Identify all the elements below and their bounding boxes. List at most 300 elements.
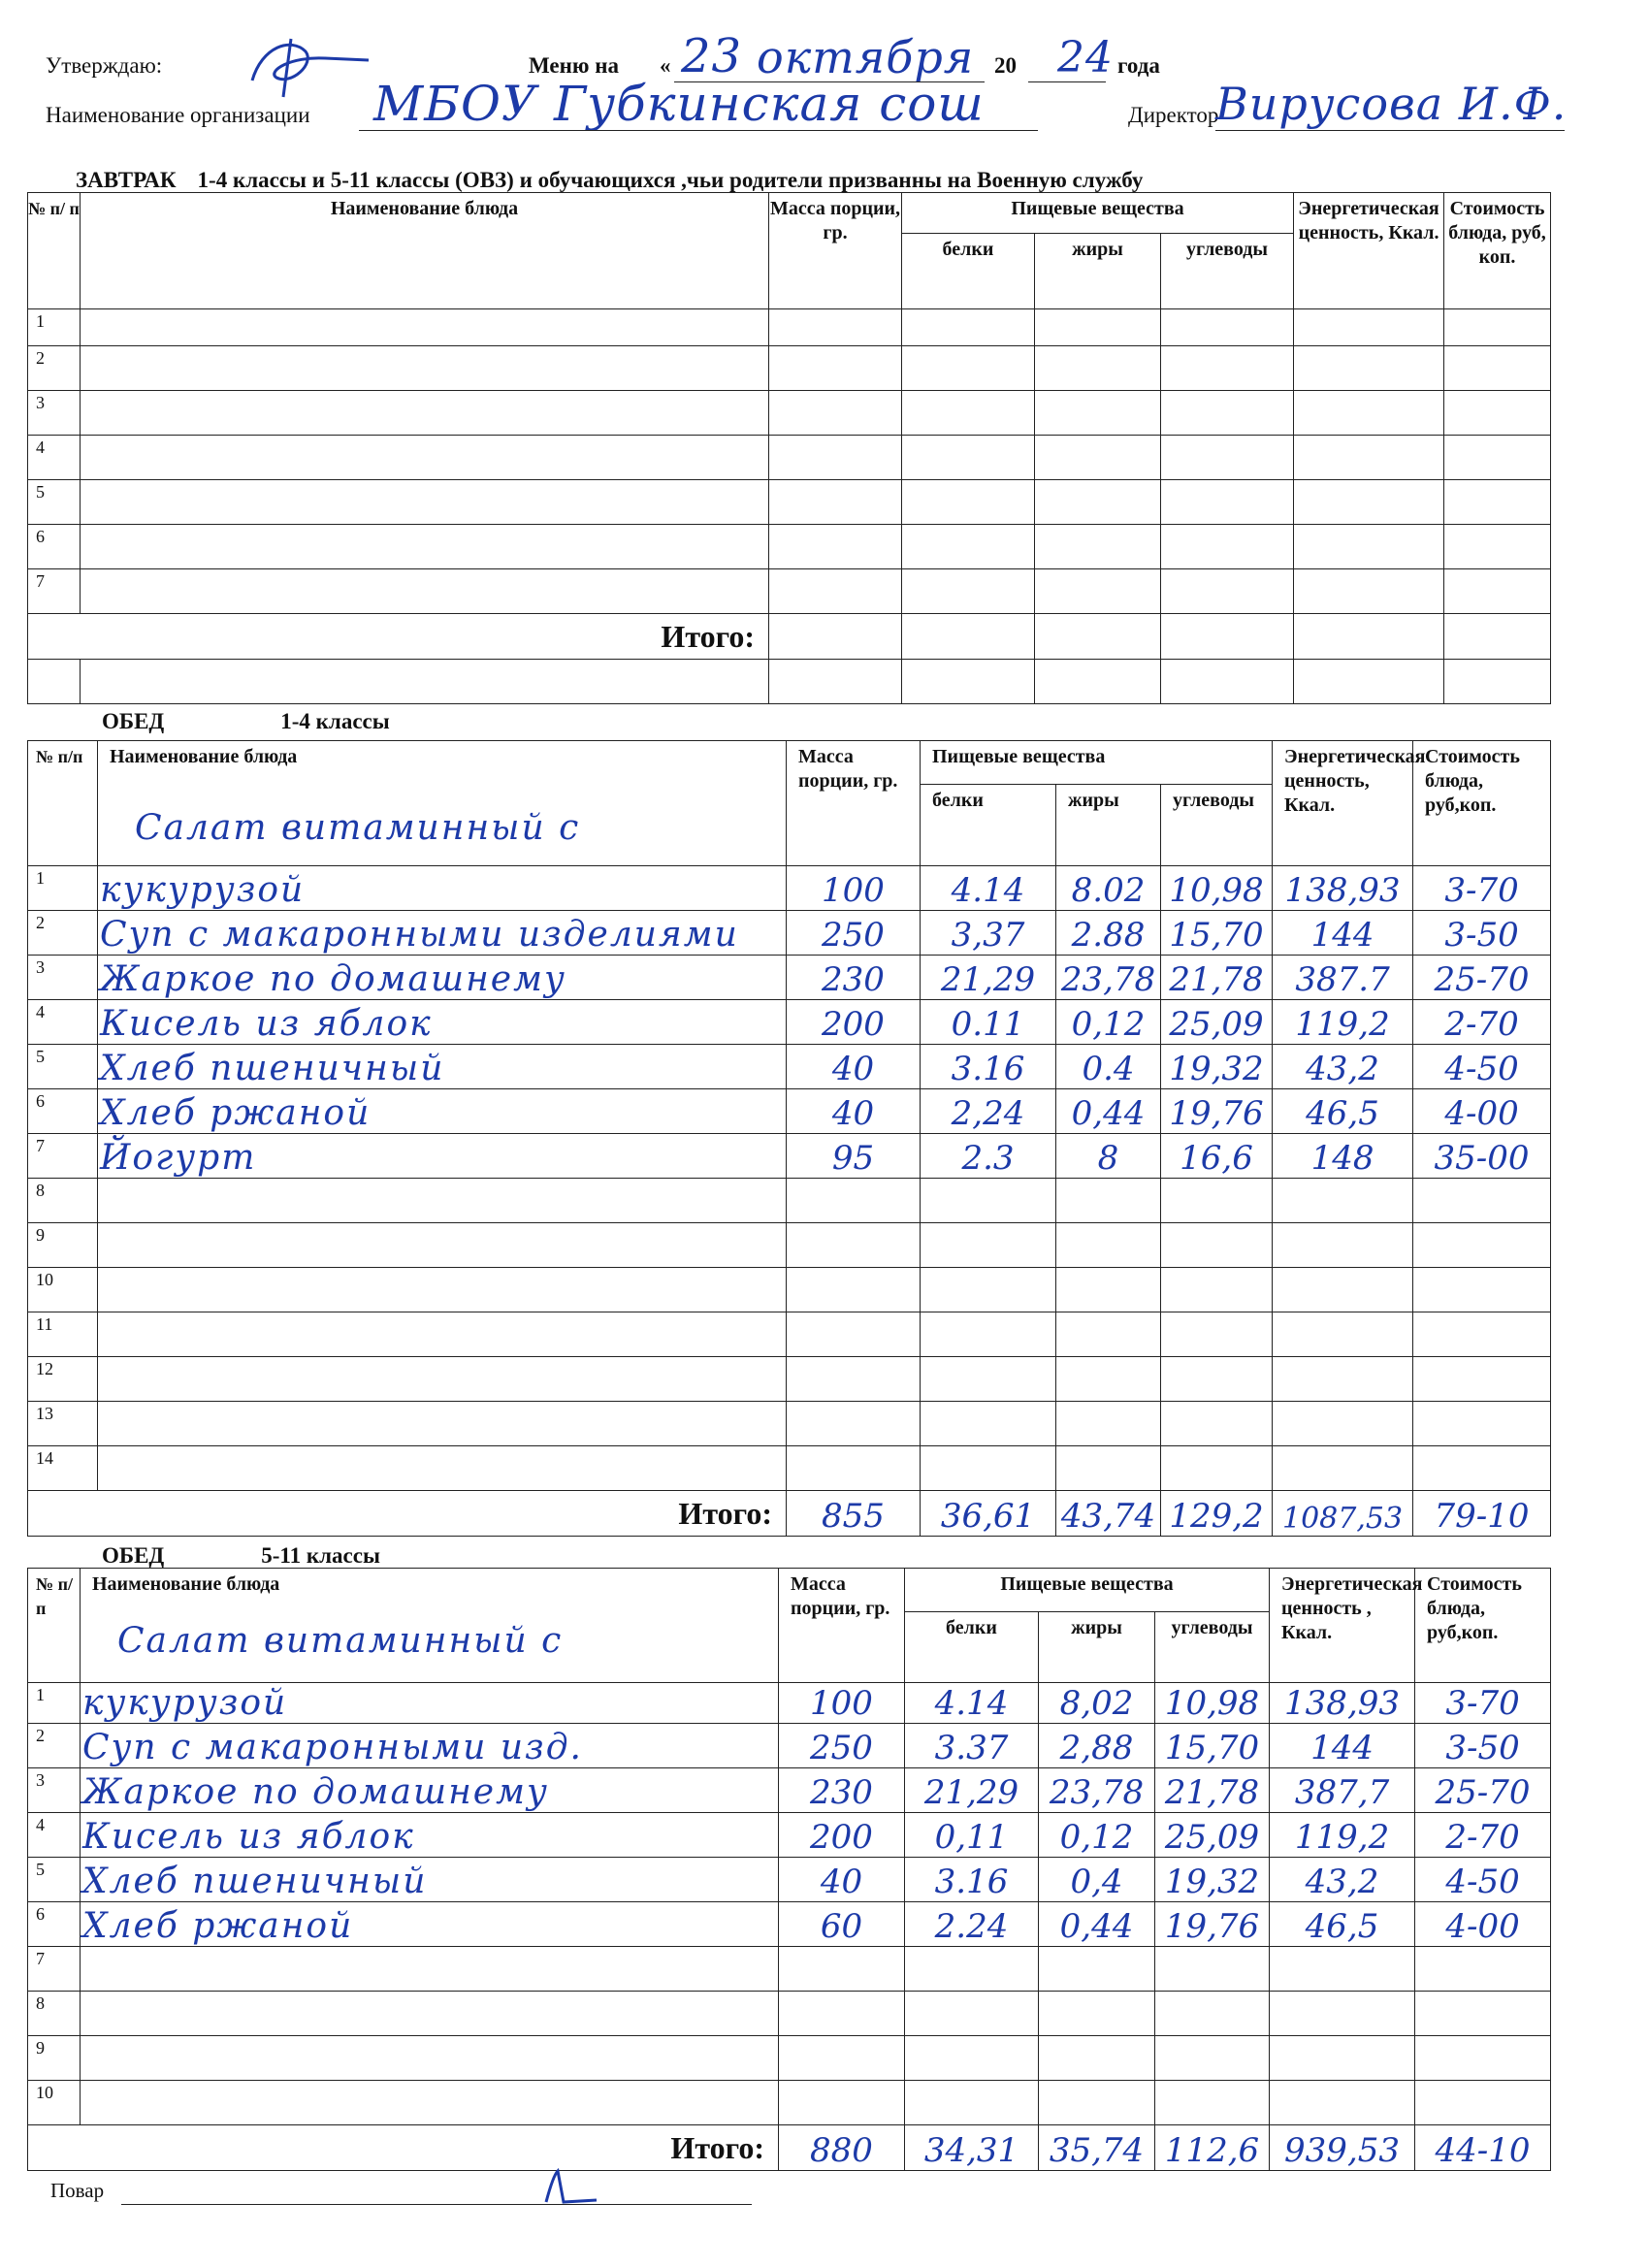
lunch14-row [28,1179,1551,1223]
breakfast-col-mass: Масса порции, гр. [769,193,902,309]
lunch14-dish-name [98,1223,787,1268]
lunch14-row [28,866,1551,911]
lunch511-fat: 0,12 [1039,1813,1155,1858]
lunch14-carb [1161,1446,1273,1491]
lunch14-protein: 2,24 [921,1089,1056,1134]
lunch14-row-number: 10 [28,1268,98,1312]
breakfast-col-carb: углеводы [1161,234,1294,309]
lunch14-dish-name: Хлеб пшеничный [98,1045,787,1089]
lunch511-dish-name [81,1947,779,1992]
lunch511-protein [905,2081,1039,2125]
lunch511-fat: 0,4 [1039,1858,1155,1902]
lunch511-dish-name [81,2036,779,2081]
lunch511-carb: 25,09 [1155,1813,1270,1858]
breakfast-col-name: Наименование блюда [81,193,769,309]
lunch14-protein: 2.3 [921,1134,1056,1179]
lunch511-mass [779,2081,905,2125]
lunch14-energy [1273,1179,1413,1223]
lunch511-row-number: 7 [28,1947,81,1992]
menu-date-day: 23 [681,29,743,83]
lunch14-fat: 2.88 [1056,911,1161,956]
breakfast-total-label: Итого: [28,614,769,660]
lunch14-protein [921,1357,1056,1402]
lunch511-mass: 250 [779,1724,905,1768]
breakfast-row [28,480,1551,525]
lunch14-row [28,1357,1551,1402]
breakfast-blank-row [28,660,1551,704]
lunch14-fat: 0,44 [1056,1089,1161,1134]
lunch14-carb [1161,1179,1273,1223]
lunch511-dish-name: Хлеб пшеничный [81,1858,779,1902]
menu-date-month: октября [757,31,975,83]
lunch511-row-number: 4 [28,1813,81,1858]
lunch14-energy: 138,93 [1273,866,1413,911]
lunch511-mass [779,2036,905,2081]
lunch14-row-number: 4 [28,1000,98,1045]
lunch511-protein [905,1947,1039,1992]
lunch14-row [28,1446,1551,1491]
lunch511-cost: 4-50 [1415,1858,1551,1902]
lunch511-dish-name: Суп с макаронными изд. [81,1724,779,1768]
lunch511-carb: 19,76 [1155,1902,1270,1947]
lunch14-row-number: 14 [28,1446,98,1491]
lunch511-row-number: 6 [28,1902,81,1947]
lunch511-mass: 60 [779,1902,905,1947]
cook-signature [529,2163,626,2212]
lunch14-row-number: 12 [28,1357,98,1402]
breakfast-row [28,436,1551,480]
lunch14-carb: 25,09 [1161,1000,1273,1045]
lunch511-total-mass: 880 [779,2125,905,2171]
lunch511-row-number: 1 [28,1683,81,1724]
breakfast-row-number: 2 [28,346,81,391]
breakfast-col-cost: Стоимость блюда, руб, коп. [1444,193,1551,309]
lunch14-mass: 100 [787,866,921,911]
lunch511-col-protein: белки [905,1612,1039,1683]
lunch14-mass [787,1402,921,1446]
lunch14-mass: 200 [787,1000,921,1045]
approval-signature [233,27,378,105]
breakfast-row-number: 1 [28,309,81,346]
lunch14-fat: 0.4 [1056,1045,1161,1089]
lunch511-dish-name: Хлеб ржаной [81,1902,779,1947]
lunch511-protein: 3.37 [905,1724,1039,1768]
lunch511-col-num: № п/ п [28,1569,81,1683]
lunch511-fat: 23,78 [1039,1768,1155,1813]
year-word: года [1117,53,1160,78]
lunch14-cost [1413,1402,1551,1446]
lunch14-dish-name: Хлеб ржаной [98,1089,787,1134]
year-suffix: 24 [1057,33,1114,82]
lunch511-mass [779,1992,905,2036]
lunch511-carb: 19,32 [1155,1858,1270,1902]
lunch511-cost [1415,1992,1551,2036]
lunch14-energy [1273,1357,1413,1402]
lunch511-cost: 3-50 [1415,1724,1551,1768]
lunch14-row-number: 5 [28,1045,98,1089]
lunch511-fat: 8,02 [1039,1683,1155,1724]
lunch511-energy [1270,1947,1415,1992]
lunch14-col-num: № п/п [28,741,98,866]
lunch14-row-number: 1 [28,866,98,911]
lunch511-fat [1039,2081,1155,2125]
lunch511-protein: 21,29 [905,1768,1039,1813]
lunch14-carb: 10,98 [1161,866,1273,911]
lunch14-row [28,1268,1551,1312]
lunch14-col-carb: углеводы [1161,785,1273,866]
lunch14-dish-name [98,1312,787,1357]
lunch511-total-carb: 112,6 [1155,2125,1270,2171]
lunch14-energy [1273,1268,1413,1312]
lunch14-row [28,1045,1551,1089]
lunch511-total-protein: 34,31 [905,2125,1039,2171]
lunch511-energy: 144 [1270,1724,1415,1768]
lunch14-cost [1413,1179,1551,1223]
lunch511-carb [1155,2081,1270,2125]
lunch511-carb: 21,78 [1155,1768,1270,1813]
lunch511-col-mass: Масса порции, гр. [779,1569,905,1683]
lunch511-col-carb: углеводы [1155,1612,1270,1683]
lunch14-mass: 250 [787,911,921,956]
breakfast-row [28,525,1551,569]
lunch511-row-number: 2 [28,1724,81,1768]
lunch14-protein: 3,37 [921,911,1056,956]
lunch511-row [28,2036,1551,2081]
lunch14-fat [1056,1179,1161,1223]
lunch14-dish-name: Йогурт [98,1134,787,1179]
lunch511-cost [1415,1947,1551,1992]
lunch14-row [28,1000,1551,1045]
lunch14-energy: 387.7 [1273,956,1413,1000]
lunch511-title: ОБЕД 5-11 классы [102,1543,380,1568]
lunch511-energy: 43,2 [1270,1858,1415,1902]
lunch511-col-name: Наименование блюда [81,1569,779,1683]
breakfast-title: ЗАВТРАК 1-4 классы и 5-11 классы (ОВЗ) и обучающихся ,чьи родители призванны на Военную службу [76,168,1144,192]
lunch511-dish-name: Кисель из яблок [81,1813,779,1858]
lunch511-col-fat: жиры [1039,1612,1155,1683]
lunch511-mass: 100 [779,1683,905,1724]
lunch14-fat [1056,1223,1161,1268]
lunch511-total-cost: 44-10 [1415,2125,1551,2171]
lunch511-protein [905,1992,1039,2036]
lunch511-mass: 200 [779,1813,905,1858]
lunch511-cost: 2-70 [1415,1813,1551,1858]
lunch14-total-mass: 855 [787,1491,921,1537]
lunch14-fat: 0,12 [1056,1000,1161,1045]
lunch14-total-label: Итого: [28,1491,787,1537]
lunch511-energy [1270,1992,1415,2036]
lunch511-mass: 40 [779,1858,905,1902]
lunch14-row [28,1402,1551,1446]
lunch511-fat [1039,2036,1155,2081]
lunch14-carb: 19,76 [1161,1089,1273,1134]
lunch14-row [28,911,1551,956]
lunch511-carb [1155,1992,1270,2036]
lunch14-row [28,1134,1551,1179]
lunch14-row [28,1223,1551,1268]
lunch14-energy: 43,2 [1273,1045,1413,1089]
lunch511-total-label: Итого: [28,2125,779,2171]
lunch511-dish-name [81,1992,779,2036]
lunch511-dish-name [81,2081,779,2125]
lunch511-carb: 15,70 [1155,1724,1270,1768]
lunch14-cost: 2-70 [1413,1000,1551,1045]
lunch511-fat: 2,88 [1039,1724,1155,1768]
lunch14-row-number: 11 [28,1312,98,1357]
lunch14-dish-name: Кисель из яблок [98,1000,787,1045]
lunch14-protein [921,1446,1056,1491]
lunch511-col-energy: Энергетическая ценность , Ккал. [1270,1569,1415,1683]
lunch14-row [28,956,1551,1000]
lunch511-row [28,1683,1551,1724]
lunch14-energy: 119,2 [1273,1000,1413,1045]
lunch14-row [28,1089,1551,1134]
lunch511-dish-name-text: кукурузой [82,1683,288,1723]
lunch14-carb [1161,1223,1273,1268]
lunch14-row-number: 6 [28,1089,98,1134]
lunch511-mass [779,1947,905,1992]
lunch14-total-fat: 43,74 [1056,1491,1161,1537]
lunch511-cost: 3-70 [1415,1683,1551,1724]
lunch14-mass [787,1357,921,1402]
lunch511-total-energy: 939,53 [1270,2125,1415,2171]
lunch511-energy: 138,93 [1270,1683,1415,1724]
lunch14-total-energy: 1087,53 [1273,1491,1413,1537]
lunch14-col-protein: белки [921,785,1056,866]
lunch511-energy: 387,7 [1270,1768,1415,1813]
lunch14-mass [787,1223,921,1268]
lunch511-protein: 2.24 [905,1902,1039,1947]
lunch14-fat: 8 [1056,1134,1161,1179]
lunch511-energy [1270,2036,1415,2081]
breakfast-col-protein: белки [902,234,1035,309]
lunch14-cost: 4-50 [1413,1045,1551,1089]
lunch511-cost: 25-70 [1415,1768,1551,1813]
lunch14-cost [1413,1357,1551,1402]
lunch14-dish-name [98,1357,787,1402]
year-prefix: 20 [994,53,1017,78]
lunch511-row [28,1947,1551,1992]
lunch14-mass: 95 [787,1134,921,1179]
lunch14-protein: 21,29 [921,956,1056,1000]
lunch511-energy [1270,2081,1415,2125]
lunch14-carb [1161,1357,1273,1402]
lunch14-energy: 46,5 [1273,1089,1413,1134]
lunch14-row-number: 8 [28,1179,98,1223]
lunch511-cost: 4-00 [1415,1902,1551,1947]
lunch14-carb [1161,1402,1273,1446]
lunch511-row [28,1724,1551,1768]
lunch14-carb [1161,1268,1273,1312]
lunch14-row-number: 2 [28,911,98,956]
lunch14-protein [921,1312,1056,1357]
lunch14-energy [1273,1446,1413,1491]
quote-open: « [660,53,671,78]
lunch14-cost [1413,1446,1551,1491]
lunch14-row-number: 9 [28,1223,98,1268]
breakfast-row-number: 3 [28,391,81,436]
lunch14-dish-name [98,1268,787,1312]
lunch14-fat [1056,1268,1161,1312]
lunch14-row-number: 3 [28,956,98,1000]
lunch511-cost [1415,2081,1551,2125]
lunch14-cost: 4-00 [1413,1089,1551,1134]
lunch14-col-name: Наименование блюда [98,741,787,866]
lunch511-protein: 0,11 [905,1813,1039,1858]
lunch14-table [27,740,1551,1537]
lunch14-protein [921,1179,1056,1223]
lunch14-cost: 3-70 [1413,866,1551,911]
lunch511-protein: 4.14 [905,1683,1039,1724]
lunch14-mass [787,1312,921,1357]
lunch511-total-fat: 35,74 [1039,2125,1155,2171]
lunch14-cost [1413,1312,1551,1357]
breakfast-col-fat: жиры [1035,234,1161,309]
org-value: МБОУ Губкинская сош [373,76,985,132]
breakfast-table [27,192,1551,704]
lunch511-protein [905,2036,1039,2081]
lunch511-row-number: 3 [28,1768,81,1813]
lunch511-row [28,1768,1551,1813]
breakfast-row-number: 5 [28,480,81,525]
lunch511-row-number: 8 [28,1992,81,2036]
breakfast-row-number: 7 [28,569,81,614]
lunch14-fat [1056,1402,1161,1446]
breakfast-row [28,391,1551,436]
lunch511-energy: 46,5 [1270,1902,1415,1947]
lunch511-carb: 10,98 [1155,1683,1270,1724]
lunch511-fat: 0,44 [1039,1902,1155,1947]
lunch14-col-cost: Стоимость блюда, руб,коп. [1413,741,1551,866]
lunch14-dish-name [98,1179,787,1223]
lunch14-mass [787,1268,921,1312]
lunch511-total-row [28,2125,1551,2171]
lunch14-carb: 16,6 [1161,1134,1273,1179]
lunch511-row [28,1813,1551,1858]
lunch511-row-number: 10 [28,2081,81,2125]
lunch14-dish-name [98,808,787,911]
lunch14-protein [921,1223,1056,1268]
lunch511-row [28,1858,1551,1902]
lunch511-cost [1415,2036,1551,2081]
lunch511-energy: 119,2 [1270,1813,1415,1858]
lunch14-fat: 23,78 [1056,956,1161,1000]
lunch14-cost [1413,1223,1551,1268]
breakfast-col-num: № п/ п [28,193,81,309]
lunch14-energy [1273,1402,1413,1446]
lunch511-dish-name-line1: Салат витаминный с [117,1621,564,1661]
lunch14-energy: 144 [1273,911,1413,956]
lunch511-carb [1155,2036,1270,2081]
lunch14-row-number: 13 [28,1402,98,1446]
breakfast-total-row [28,614,1551,660]
lunch14-mass: 230 [787,956,921,1000]
lunch14-mass [787,1179,921,1223]
lunch511-dish-name [81,1621,779,1724]
lunch14-dish-name-text: кукурузой [100,870,306,910]
lunch14-mass: 40 [787,1089,921,1134]
lunch511-row [28,2081,1551,2125]
menu-label: Меню на [529,53,619,78]
director-value: Вирусова И.Ф. [1215,78,1568,130]
lunch14-protein [921,1402,1056,1446]
approve-label: Утверждаю: [46,53,163,78]
lunch14-total-protein: 36,61 [921,1491,1056,1537]
lunch14-cost: 35-00 [1413,1134,1551,1179]
lunch14-protein: 0.11 [921,1000,1056,1045]
lunch511-carb [1155,1947,1270,1992]
breakfast-col-nutrients: Пищевые вещества [902,193,1294,234]
lunch14-fat [1056,1357,1161,1402]
lunch14-carb: 21,78 [1161,956,1273,1000]
lunch511-col-nutrients: Пищевые вещества [905,1569,1270,1612]
lunch511-row-number: 9 [28,2036,81,2081]
lunch511-col-cost: Стоимость блюда, руб,коп. [1415,1569,1551,1683]
lunch511-fat [1039,1992,1155,2036]
lunch14-total-cost: 79-10 [1413,1491,1551,1537]
breakfast-row [28,309,1551,346]
lunch511-row [28,1992,1551,2036]
lunch511-fat [1039,1947,1155,1992]
lunch14-carb: 19,32 [1161,1045,1273,1089]
lunch14-energy [1273,1312,1413,1357]
breakfast-col-energy: Энергетическая ценность, Ккал. [1294,193,1444,309]
lunch14-col-mass: Масса порции, гр. [787,741,921,866]
lunch14-fat: 8.02 [1056,866,1161,911]
lunch14-fat [1056,1312,1161,1357]
lunch14-col-fat: жиры [1056,785,1161,866]
breakfast-row-number: 6 [28,525,81,569]
lunch14-dish-name-line1: Салат витаминный с [135,808,581,848]
lunch14-total-carb: 129,2 [1161,1491,1273,1537]
lunch511-row-number: 5 [28,1858,81,1902]
director-label: Директор [1128,103,1219,127]
lunch14-cost [1413,1268,1551,1312]
breakfast-row [28,569,1551,614]
lunch511-row [28,1902,1551,1947]
lunch14-mass: 40 [787,1045,921,1089]
org-label: Наименование организации [46,103,310,127]
lunch14-cost: 25-70 [1413,956,1551,1000]
cook-label: Повар [50,2179,105,2202]
lunch14-col-energy: Энергетическая ценность, Ккал. [1273,741,1413,866]
lunch14-energy [1273,1223,1413,1268]
lunch14-title: ОБЕД 1-4 классы [102,709,390,733]
lunch511-dish-name: Жаркое по домашнему [81,1768,779,1813]
lunch511-protein: 3.16 [905,1858,1039,1902]
lunch14-col-nutrients: Пищевые вещества [921,741,1273,785]
lunch14-cost: 3-50 [1413,911,1551,956]
breakfast-row [28,346,1551,391]
lunch14-dish-name [98,1402,787,1446]
lunch14-fat [1056,1446,1161,1491]
lunch14-dish-name [98,1446,787,1491]
lunch14-row [28,1312,1551,1357]
lunch14-protein [921,1268,1056,1312]
breakfast-row-number: 4 [28,436,81,480]
lunch14-row-number: 7 [28,1134,98,1179]
lunch14-mass [787,1446,921,1491]
lunch14-total-row [28,1491,1551,1537]
lunch14-protein: 4.14 [921,866,1056,911]
lunch511-mass: 230 [779,1768,905,1813]
lunch14-energy: 148 [1273,1134,1413,1179]
lunch14-carb: 15,70 [1161,911,1273,956]
lunch14-dish-name: Жаркое по домашнему [98,956,787,1000]
lunch511-table [27,1568,1551,2171]
lunch14-dish-name: Суп с макаронными изделиями [98,911,787,956]
lunch14-protein: 3.16 [921,1045,1056,1089]
